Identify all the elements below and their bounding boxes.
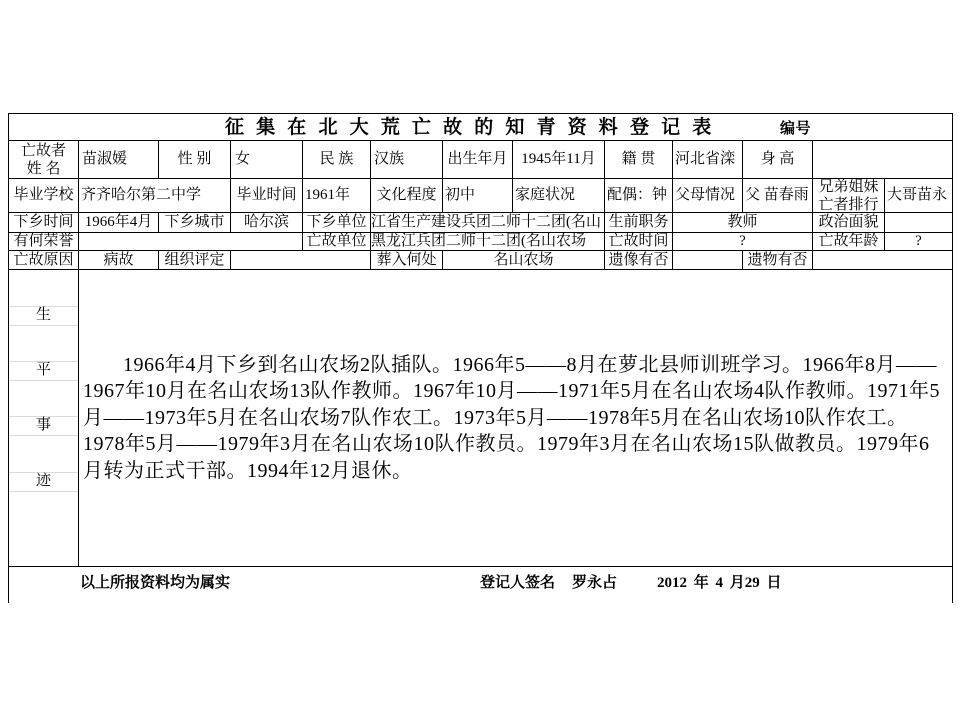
position-value: 教师 bbox=[672, 212, 813, 233]
parents-value: 父 苗春雨 bbox=[742, 178, 813, 213]
gridline bbox=[9, 325, 78, 326]
ethnicity-label: 民 族 bbox=[302, 140, 371, 179]
label-line: 姓 名 bbox=[26, 160, 61, 177]
rustication-city-value: 哈尔滨 bbox=[230, 212, 303, 233]
gender-label: 性 别 bbox=[158, 140, 231, 179]
rustication-time-value: 1966年4月 bbox=[78, 212, 159, 233]
gridline bbox=[9, 435, 78, 436]
honors-value bbox=[78, 232, 303, 251]
rustication-unit-value: 江省生产建设兵团二师十二团(名山 bbox=[370, 212, 605, 233]
biography-label-char: 事 bbox=[35, 417, 51, 433]
serial-number-label: 编号 bbox=[780, 121, 812, 137]
gridline bbox=[9, 491, 78, 492]
burial-place-value: 名山农场 bbox=[442, 250, 605, 270]
height-value bbox=[812, 140, 953, 179]
graduation-time-label: 毕业时间 bbox=[230, 178, 303, 213]
org-assessment-label: 组织评定 bbox=[158, 250, 231, 270]
school-value: 齐齐哈尔第二中学 bbox=[78, 178, 231, 213]
registrar-name: 罗永占 bbox=[572, 575, 618, 591]
birth-date-label: 出生年月 bbox=[442, 140, 513, 179]
position-label: 生前职务 bbox=[604, 212, 673, 233]
portrait-label: 遗像有否 bbox=[604, 250, 673, 270]
death-age-value: ? bbox=[884, 232, 953, 251]
gridline bbox=[9, 380, 78, 381]
org-assessment-value bbox=[230, 250, 371, 270]
height-label: 身 高 bbox=[742, 140, 813, 179]
death-time-label: 亡故时间 bbox=[604, 232, 673, 251]
gender-value: 女 bbox=[230, 140, 303, 179]
death-unit-label: 亡故单位 bbox=[302, 232, 371, 251]
school-label: 毕业学校 bbox=[8, 178, 79, 213]
biography-label-char: 平 bbox=[35, 362, 51, 378]
label-line: 兄弟姐妹 bbox=[818, 178, 879, 195]
siblings-rank-label bbox=[812, 178, 885, 213]
burial-place-label: 葬入何处 bbox=[370, 250, 443, 270]
death-cause-value: 病故 bbox=[78, 250, 159, 270]
siblings-value: 大哥苗永 bbox=[884, 178, 953, 213]
graduation-time-value: 1961年 bbox=[302, 178, 371, 213]
rustication-city-label: 下乡城市 bbox=[158, 212, 231, 233]
native-place-value: 河北省滦 bbox=[672, 140, 743, 179]
spouse-value: 配偶：钟 bbox=[604, 178, 673, 213]
footer-row bbox=[8, 566, 953, 603]
registration-date: 2012 年 4 月29 日 bbox=[657, 575, 782, 591]
declaration-text: 以上所报资料均为属实 bbox=[80, 575, 231, 591]
honors-label: 有何荣誉 bbox=[8, 232, 79, 251]
biography-label bbox=[8, 269, 79, 567]
biography-label-char: 迹 bbox=[35, 473, 51, 489]
biography-label-char: 生 bbox=[35, 307, 51, 323]
deceased-name-label bbox=[8, 140, 79, 179]
biography-content bbox=[78, 269, 953, 567]
death-time-value: ? bbox=[672, 232, 813, 251]
political-status-label: 政治面貌 bbox=[812, 212, 885, 233]
death-cause-label: 亡故原因 bbox=[8, 250, 79, 270]
death-unit-value: 黑龙江兵团二师十二团(名山农场 bbox=[370, 232, 605, 251]
rustication-time-label: 下乡时间 bbox=[8, 212, 79, 233]
label-line: 亡故者 bbox=[20, 142, 66, 159]
education-level-label: 文化程度 bbox=[370, 178, 443, 213]
registrar-signature-label: 登记人签名 bbox=[480, 575, 556, 591]
birth-date-value: 1945年11月 bbox=[512, 140, 605, 179]
form-title: 征 集 在 北 大 荒 亡 故 的 知 青 资 料 登 记 表 bbox=[225, 117, 715, 138]
relics-value bbox=[812, 250, 953, 270]
parents-label: 父母情况 bbox=[672, 178, 743, 213]
rustication-unit-label: 下乡单位 bbox=[302, 212, 371, 233]
family-status-label: 家庭状况 bbox=[512, 178, 605, 213]
political-status-value bbox=[884, 212, 953, 233]
ethnicity-value: 汉族 bbox=[370, 140, 443, 179]
death-age-label: 亡故年龄 bbox=[812, 232, 885, 251]
portrait-value bbox=[672, 250, 743, 270]
relics-label: 遗物有否 bbox=[742, 250, 813, 270]
biography-text: 1966年4月下乡到名山农场2队插队。1966年5——8月在萝北县师训班学习。1966年8月——1967年10月在名山农场13队作教师。1967年10月——1971年5月在名山农场4队作教师。1971年5月——1973年5月在名山农场7队作农工。1973年5月——1978年5月在名山农场10队作农工。1978年5月——1979年3月在名山农场10队作教员。1979年3月在名山农场15队做教员。1979年6月转为正式干部。1994年12月退休。 bbox=[83, 353, 940, 482]
native-place-label: 籍 贯 bbox=[604, 140, 673, 179]
deceased-name-value: 苗淑媛 bbox=[78, 140, 159, 179]
label-line: 亡者排行 bbox=[818, 196, 879, 213]
education-level-value: 初中 bbox=[442, 178, 513, 213]
